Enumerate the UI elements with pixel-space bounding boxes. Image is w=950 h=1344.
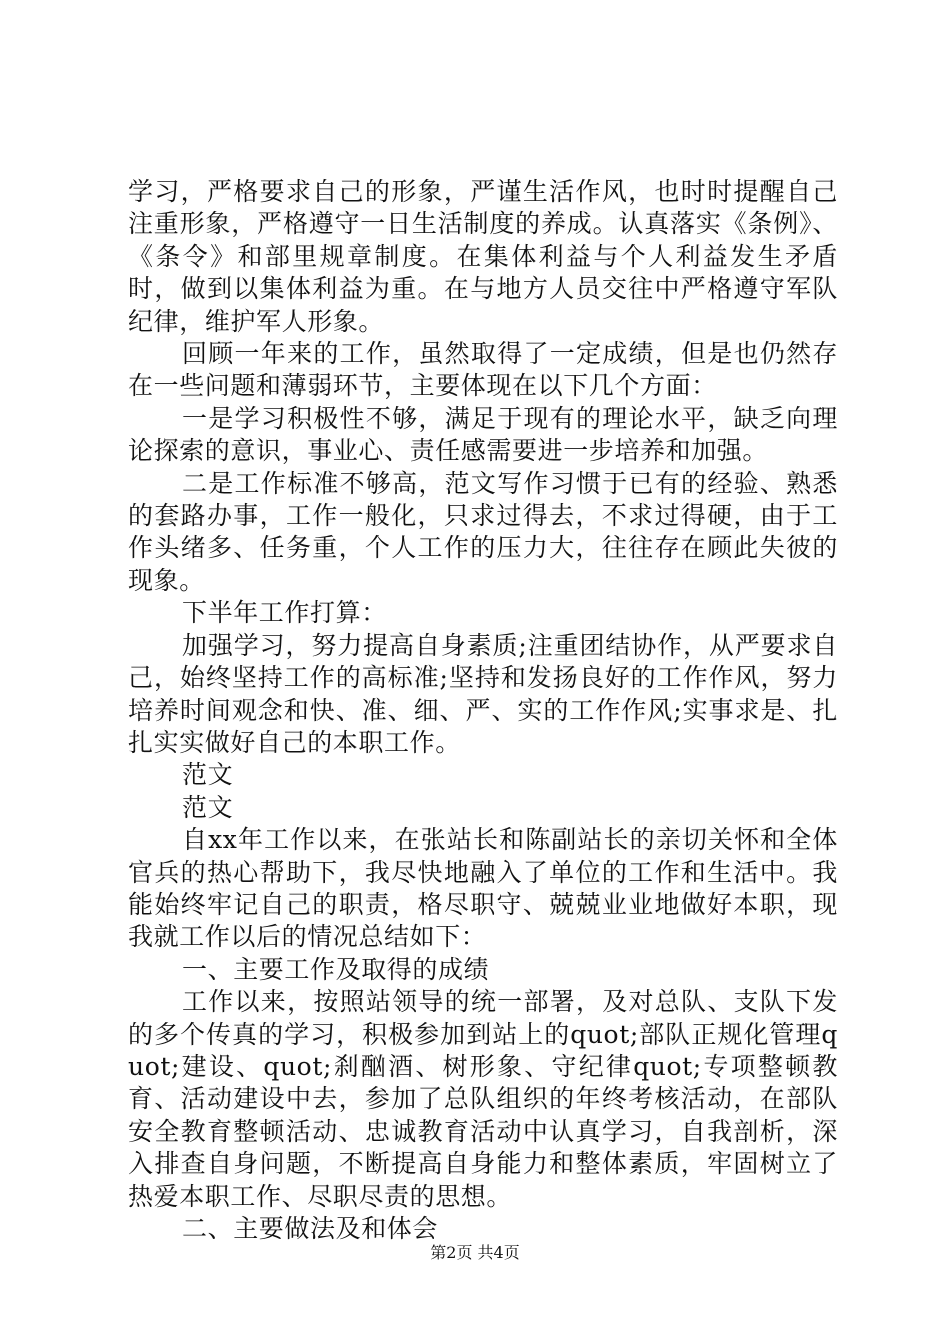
page-number-footer: 第2页 共4页 xyxy=(430,1243,520,1262)
paragraph-review: 回顾一年来的工作，虽然取得了一定成绩，但是也仍然存在一些问题和薄弱环节，主要体现在以下几个方面： xyxy=(128,339,838,401)
paragraph-continuation: 学习，严格要求自己的形象，严谨生活作风，也时时提醒自己注重形象，严格遵守一日生活制度的养成。认真落实《条例》、《条令》和部里规章制度。在集体利益与个人利益发生矛盾时，做到以集体利益为重。在与地方人员交往中严格遵守军队纪律，维护军人形象。 xyxy=(128,177,838,336)
document-body xyxy=(128,176,838,1245)
section-heading-two: 二、主要做法及和体会 xyxy=(182,1214,439,1243)
paragraph-plan: 加强学习，努力提高自身素质;注重团结协作，从严要求自己，始终坚持工作的高标准;坚持和发扬良好的工作作风，努力培养时间观念和快、准、细、严、实的工作作风;实事求是、扎扎实实做好自己的本职工作。 xyxy=(128,630,838,757)
paragraph-label-1: 范文 xyxy=(182,760,234,790)
paragraph-issue-two: 二是工作标准不够高，范文写作习惯于已有的经验、熟悉的套路办事，工作一般化，只求过得去，不求过得硬，由于工作头绪多、任务重，个人工作的压力大，往往存在顾此失彼的现象。 xyxy=(128,468,838,595)
paragraph-label-2: 范文 xyxy=(182,792,234,822)
section-heading-plan: 下半年工作打算： xyxy=(182,598,387,628)
paragraph-work: 工作以来，按照站领导的统一部署，及对总队、支队下发的多个传真的学习，积极参加到站上的quot;部队正规化管理quot;建设、quot;刹酗酒、树形象、守纪律quot;专项整顿教育、活动建设中去，参加了总队组织的年终考核活动，在部队安全教育整顿活动、忠诚教育活动中认真学习，自我剖析，深入排查自身问题，不断提高自身能力和整体素质，牢固树立了热爱本职工作、尽职尽责的思想。 xyxy=(128,987,838,1211)
paragraph-issue-one: 一是学习积极性不够，满足于现有的理论水平，缺乏向理论探索的意识，事业心、责任感需要进一步培养和加强。 xyxy=(128,403,838,466)
section-heading-one: 一、主要工作及取得的成绩 xyxy=(182,954,490,984)
paragraph-intro: 自xx年工作以来，在张站长和陈副站长的亲切关怀和全体官兵的热心帮助下，我尽快地融入了单位的工作和生活中。我能始终牢记自己的职责，格尽职守、兢兢业业地做好本职，现我就工作以后的情况总结如下： xyxy=(128,825,838,952)
